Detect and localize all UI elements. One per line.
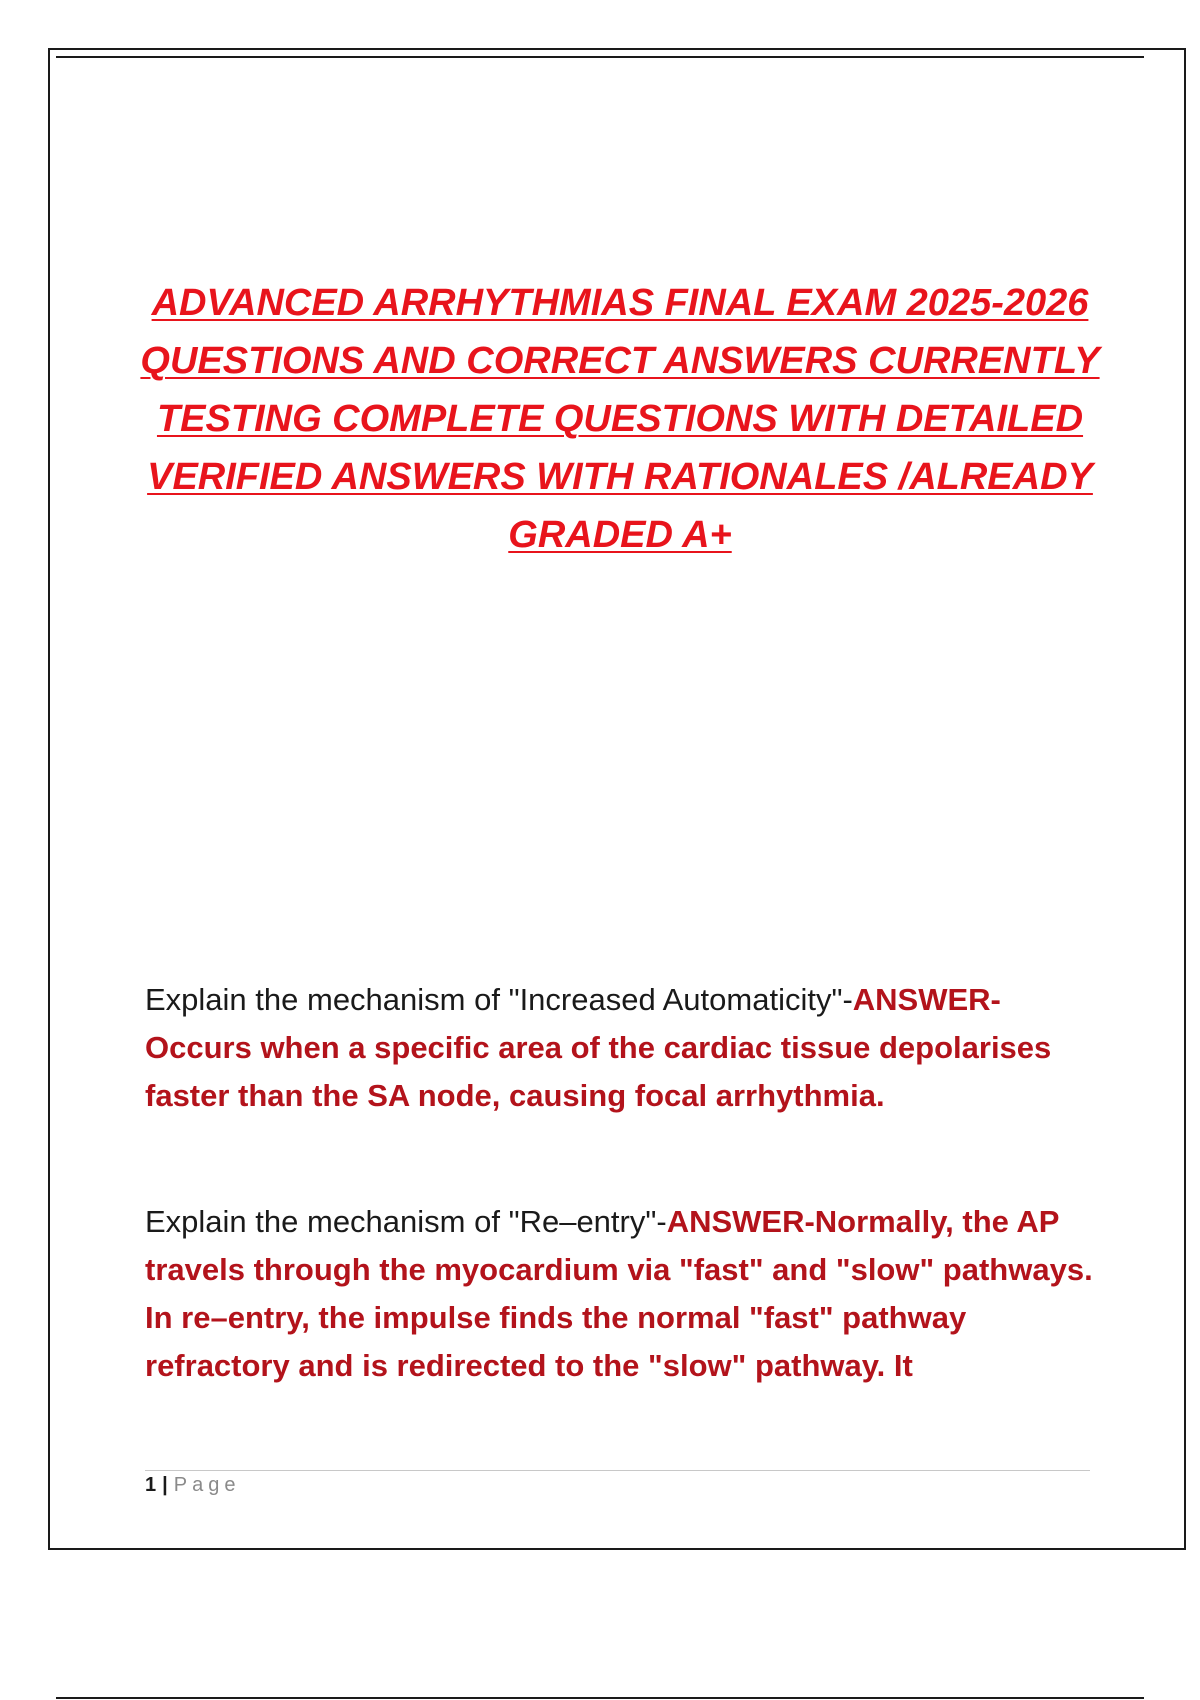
question-text: Explain the mechanism of "Re–entry"- xyxy=(145,1204,667,1239)
answer-text: ANSWER-Normally, the AP travels through the myocardium via "fast" and "slow" pathways. In re–entry, the impulse finds the normal "fast" pathway refractory and is redirected to the "slow" pathway. It xyxy=(145,1204,1093,1383)
question-text: Explain the mechanism of "Increased Automaticity"- xyxy=(145,982,853,1017)
qa-item xyxy=(145,1198,1095,1390)
top-rule xyxy=(56,56,1144,58)
page-number: 1 xyxy=(145,1474,157,1496)
title-line-5: GRADED A+ xyxy=(508,514,732,556)
footer-separator: | xyxy=(162,1474,168,1496)
qa-item xyxy=(145,976,1095,1120)
title-line-2: QUESTIONS AND CORRECT ANSWERS CURRENTLY xyxy=(140,340,1100,382)
page-footer xyxy=(145,1474,240,1497)
title-line-3: TESTING COMPLETE QUESTIONS WITH DETAILED xyxy=(156,398,1084,440)
page-label: Page xyxy=(173,1474,241,1496)
document-title xyxy=(130,274,1110,564)
footer-rule xyxy=(145,1470,1090,1471)
bottom-rule xyxy=(56,1697,1144,1699)
answer-text: ANSWER-Occurs when a specific area of the cardiac tissue depolarises faster than the SA node, causing focal arrhythmia. xyxy=(145,982,1052,1113)
title-line-1: ADVANCED ARRHYTHMIAS FINAL EXAM 2025-2026 xyxy=(151,282,1089,324)
title-line-4: VERIFIED ANSWERS WITH RATIONALES /ALREADY xyxy=(147,456,1093,498)
